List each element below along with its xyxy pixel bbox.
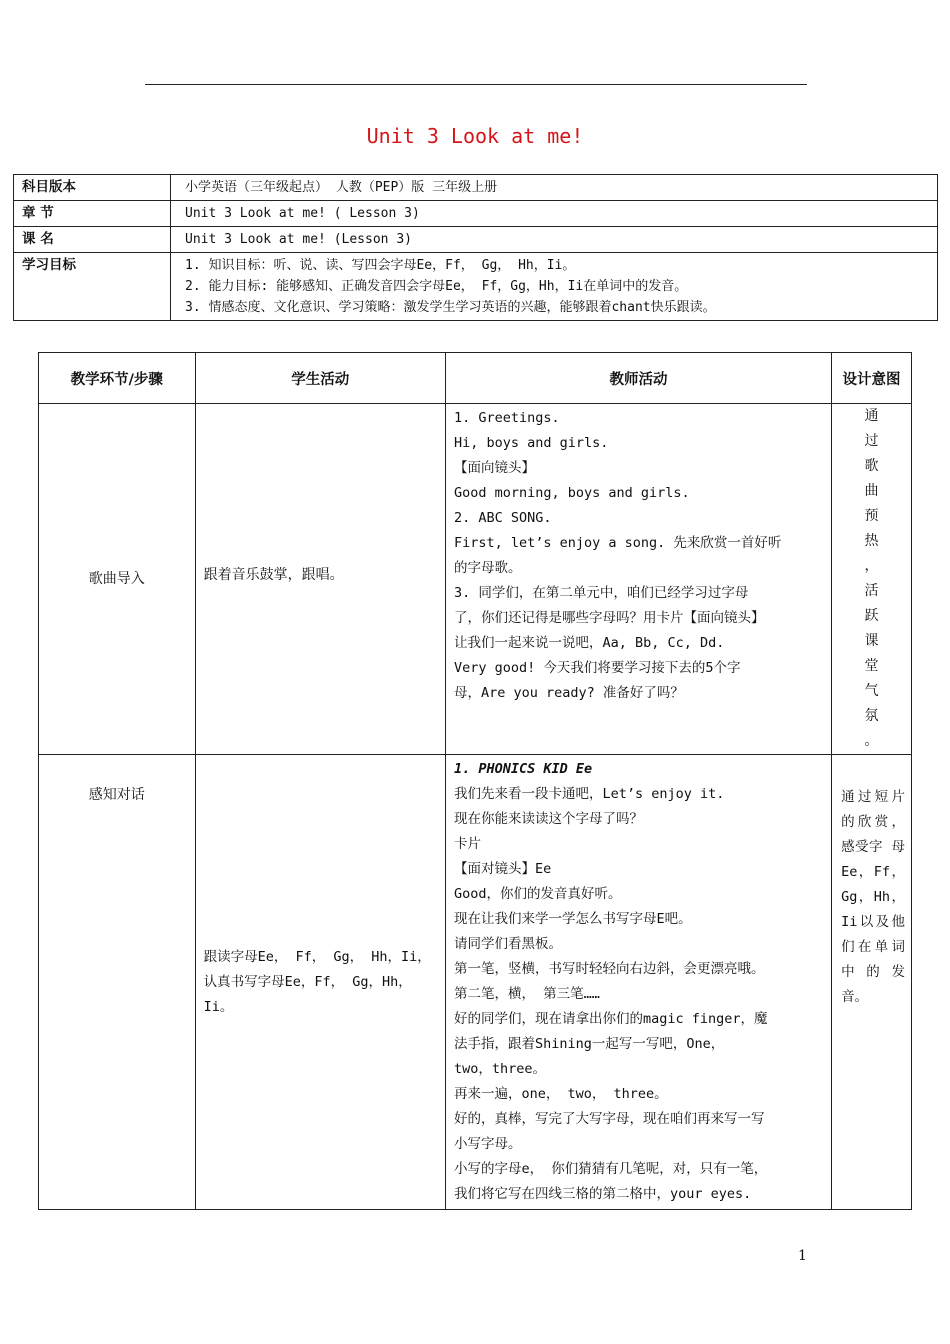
- goal-item: 2. 能力目标: 能够感知、正确发音四会字母Ee， Ff，Gg，Hh，Ii在单词中的发音。: [185, 279, 688, 294]
- teacher-heading: 1. PHONICS KID Ee: [453, 761, 593, 777]
- teacher-line: 现在你能来读读这个字母了吗？: [453, 811, 643, 827]
- lesson-plan-table: [38, 352, 912, 1210]
- teacher-line: Good，你们的发音真好听。: [453, 886, 622, 902]
- design-char: 气: [864, 683, 879, 699]
- design-text: 通过短片的欣赏，感受字 母Ee，Ff，Gg，Hh，Ii以及他们在单词中的发音。: [841, 789, 905, 1005]
- teacher-line: Good morning, boys and girls.: [453, 485, 690, 501]
- teacher-line: 2. ABC SONG.: [453, 510, 552, 526]
- teacher-line: two，three。: [453, 1061, 546, 1077]
- design-char: 活: [864, 583, 879, 599]
- info-row: [14, 175, 938, 201]
- teacher-line: 母，Are you ready? 准备好了吗？: [453, 685, 684, 701]
- design-cell: [832, 755, 912, 1210]
- design-char: 。: [864, 733, 879, 749]
- design-char: 堂: [864, 658, 879, 674]
- teacher-line: Hi, boys and girls.: [453, 435, 609, 451]
- teacher-line: 好的同学们，现在请拿出你们的magic finger，魔: [453, 1011, 768, 1027]
- teacher-line: First, let’s enjoy a song. 先来欣赏一首好听: [453, 535, 782, 551]
- info-value: Unit 3 Look at me! (Lesson 3): [171, 227, 938, 253]
- student-cell: [195, 404, 445, 755]
- teacher-line: 的字母歌。: [453, 560, 522, 576]
- design-char: 预: [864, 508, 879, 524]
- design-char: 歌: [864, 458, 879, 474]
- teacher-cell: [445, 755, 831, 1210]
- header-row: [39, 353, 912, 404]
- info-label: 章 节: [14, 201, 171, 227]
- teacher-line: 卡片: [453, 836, 481, 852]
- teacher-line: 【面向镜头】: [453, 460, 535, 476]
- design-char: 曲: [864, 483, 879, 499]
- goal-item: 3. 情感态度、文化意识、学习策略：激发学生学习英语的兴趣，能够跟着chant快乐跟读。: [185, 300, 716, 315]
- teacher-line: 了，你们还记得是哪些字母吗？用卡片【面向镜头】: [453, 610, 765, 626]
- info-value: Unit 3 Look at me! ( Lesson 3): [171, 201, 938, 227]
- teacher-line: 再来一遍，one， two， three。: [453, 1086, 668, 1102]
- header-student: 学生活动: [195, 353, 445, 404]
- student-cell: [195, 755, 445, 1210]
- teacher-line: 我们将它写在四线三格的第二格中，your eyes.: [453, 1186, 752, 1202]
- design-cell: [832, 404, 912, 755]
- teacher-line: 1. Greetings.: [453, 410, 560, 426]
- info-label: 科目版本: [14, 175, 171, 201]
- design-char: 过: [864, 433, 879, 449]
- goals-label: 学习目标: [14, 253, 171, 321]
- header-step: 教学环节/步骤: [39, 353, 196, 404]
- design-char: ，: [864, 558, 879, 574]
- teacher-cell: [445, 404, 831, 755]
- teacher-line: 第一笔，竖横，书写时轻轻向右边斜，会更漂亮哦。: [453, 961, 765, 977]
- design-char: 通: [864, 408, 879, 424]
- teacher-line: 小写字母。: [453, 1136, 522, 1152]
- design-char: 课: [864, 633, 879, 649]
- teacher-line: 现在让我们来学一学怎么书写字母E吧。: [453, 911, 692, 927]
- step-row-dialogue: [39, 755, 912, 1210]
- teacher-line: 法手指，跟着Shining一起写一写吧，One，: [453, 1036, 725, 1052]
- info-label: 课 名: [14, 227, 171, 253]
- teacher-line: 我们先来看一段卡通吧，Let’s enjoy it.: [453, 786, 725, 802]
- step-cell: [39, 755, 196, 1210]
- design-char: 跃: [864, 608, 879, 624]
- step-label: 感知对话: [88, 787, 145, 803]
- teacher-line: 好的，真棒，写完了大写字母，现在咱们再来写一写: [453, 1111, 765, 1127]
- teacher-line: 第二笔，横， 第三笔……: [453, 986, 600, 1002]
- goal-item: 1. 知识目标：听、说、读、写四会字母Ee，Ff， Gg， Hh，Ii。: [185, 258, 576, 273]
- step-label: 歌曲导入: [88, 570, 145, 587]
- header-design: 设计意图: [832, 353, 912, 404]
- info-row: [14, 201, 938, 227]
- teacher-line: 小写的字母e， 你们猜猜有几笔呢，对，只有一笔，: [453, 1161, 768, 1177]
- teacher-line: Very good! 今天我们将要学习接下去的5个字: [453, 660, 741, 676]
- goals-list: [171, 253, 938, 321]
- header-teacher: 教师活动: [445, 353, 831, 404]
- student-activity: 跟读字母Ee， Ff， Gg， Hh，Ii，认真书写字母Ee，Ff， Gg，Hh，Ii。: [203, 948, 431, 1015]
- design-char: 氛: [864, 708, 879, 724]
- teacher-line: 请同学们看黑板。: [453, 936, 562, 952]
- teacher-line: 3. 同学们，在第二单元中，咱们已经学习过字母: [453, 585, 749, 601]
- goals-row: [14, 253, 938, 321]
- page-number: 1: [798, 1248, 807, 1264]
- header-rule: [145, 84, 807, 85]
- document-title: Unit 3 Look at me!: [366, 124, 584, 148]
- student-activity: 跟着音乐鼓掌，跟唱。: [203, 566, 344, 583]
- info-table: [13, 174, 938, 321]
- step-row-song: [39, 404, 912, 755]
- info-row: [14, 227, 938, 253]
- teacher-line: 让我们一起来说一说吧，Aa, Bb, Cc, Dd.: [453, 635, 725, 651]
- step-cell: [39, 404, 196, 755]
- info-value: 小学英语（三年级起点） 人教（PEP）版 三年级上册: [171, 175, 938, 201]
- teacher-line: 【面对镜头】Ee: [453, 861, 552, 877]
- design-char: 热: [864, 533, 879, 549]
